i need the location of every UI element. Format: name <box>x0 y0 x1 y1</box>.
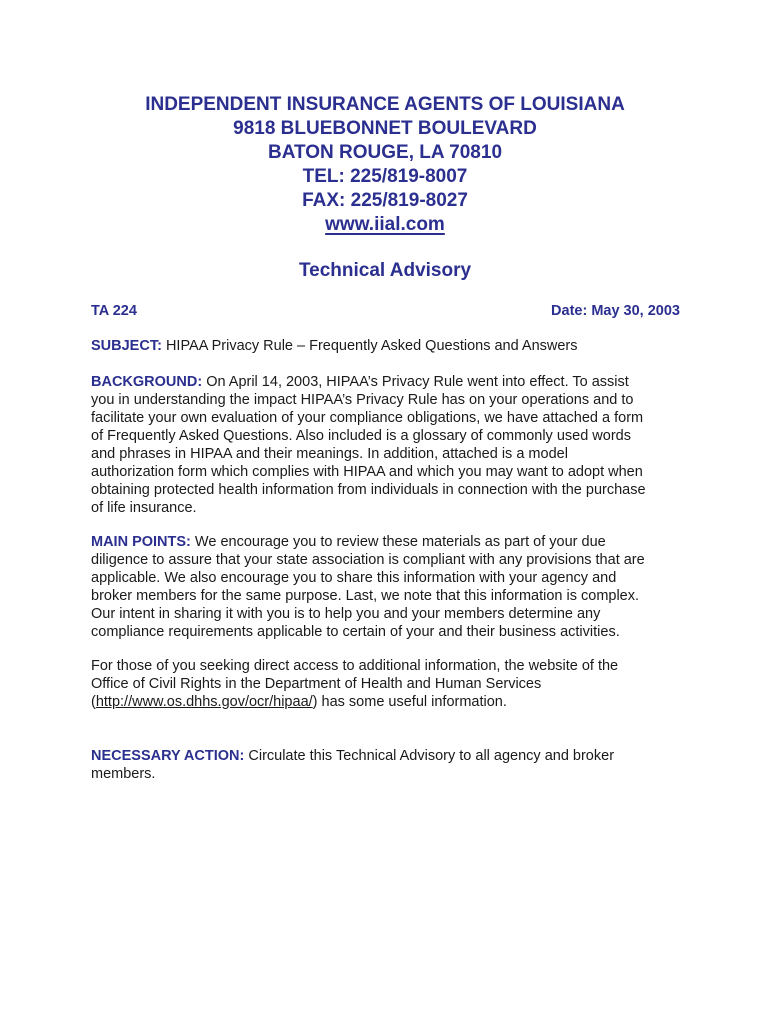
background-section <box>91 373 681 517</box>
subject-section <box>91 337 681 355</box>
background-line: authorization form which complies with HIPAA and which you may want to adopt when <box>91 464 643 480</box>
necessary-action-line: Circulate this Technical Advisory to all agency and broker <box>248 748 615 764</box>
main-points-section <box>91 533 681 641</box>
main-points-line: We encourage you to review these materials as part of your due <box>194 534 606 550</box>
main-points-line: Our intent in sharing it with you is to help you and your members determine any <box>91 606 601 622</box>
necessary-action-line: members. <box>91 766 156 782</box>
hipaa-url-link[interactable]: http://www.os.dhhs.gov/ocr/hipaa/ <box>95 694 313 710</box>
background-line: of life insurance. <box>91 500 197 516</box>
background-line: and phrases in HIPAA and their meanings. In addition, attached is a model <box>91 446 568 462</box>
advisory-date: Date: May 30, 2003 <box>551 303 680 319</box>
background-line: of Frequently Asked Questions. Also included is a glossary of commonly used words <box>91 428 631 444</box>
website-link[interactable]: www.iial.com <box>325 214 445 235</box>
telephone: TEL: 225/819-8007 <box>302 166 468 187</box>
fax: FAX: 225/819-8027 <box>302 190 468 211</box>
main-points-line: diligence to assure that your state association is compliant with any provisions that are <box>91 552 645 568</box>
main-points-line: broker members for the same purpose. Last, we note that this information is complex. <box>91 588 640 604</box>
org-name: INDEPENDENT INSURANCE AGENTS OF LOUISIANA <box>145 94 625 115</box>
necessary-action-section <box>91 747 681 783</box>
background-line: facilitate your own evaluation of your compliance obligations, we have attached a form <box>91 410 644 426</box>
document-title: Technical Advisory <box>298 260 472 281</box>
additional-info-closing: ) has some useful information. <box>312 694 507 710</box>
open-paren: ( <box>91 694 96 710</box>
background-line: you in understanding the impact HIPAA’s Privacy Rule has on your operations and to <box>91 392 634 408</box>
main-points-line: compliance requirements applicable to certain of your and their business activities. <box>91 624 620 640</box>
city-state-zip: BATON ROUGE, LA 70810 <box>267 142 503 163</box>
additional-info-line: For those of you seeking direct access to additional information, the website of the <box>91 658 619 674</box>
letterhead <box>0 93 770 237</box>
subject-label: SUBJECT: <box>91 338 162 354</box>
background-line: obtaining protected health information from individuals in connection with the purchase <box>91 482 646 498</box>
additional-info-section <box>91 657 681 711</box>
background-line: On April 14, 2003, HIPAA’s Privacy Rule went into effect. To assist <box>206 374 629 390</box>
street-address: 9818 BLUEBONNET BOULEVARD <box>233 118 537 139</box>
advisory-number: TA 224 <box>91 303 137 319</box>
main-points-label: MAIN POINTS: <box>91 534 191 550</box>
necessary-action-label: NECESSARY ACTION: <box>91 748 245 764</box>
background-label: BACKGROUND: <box>91 374 203 390</box>
advisory-info-line <box>91 301 680 321</box>
additional-info-line: Office of Civil Rights in the Department of Health and Human Services <box>91 676 542 692</box>
subject-text: HIPAA Privacy Rule – Frequently Asked Questions and Answers <box>165 338 578 354</box>
main-points-line: applicable. We also encourage you to share this information with your agency and <box>91 570 617 586</box>
